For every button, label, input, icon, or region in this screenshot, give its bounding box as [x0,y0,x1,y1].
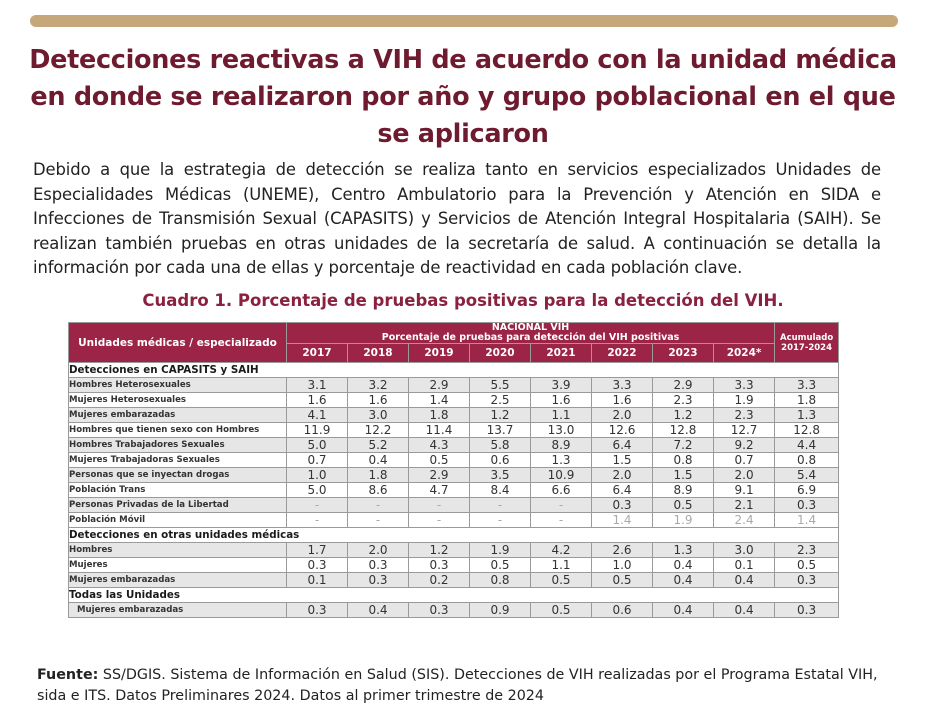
value-cell: - [470,513,531,528]
value-cell: 5.5 [470,378,531,393]
value-cell: 1.6 [531,393,592,408]
value-cell: - [409,513,470,528]
section-title: Detecciones en otras unidades médicas [69,528,839,543]
value-cell: 13.7 [470,423,531,438]
value-cell: 1.8 [409,408,470,423]
section-row [69,363,839,378]
value-cell: 6.4 [592,438,653,453]
section-row [69,528,839,543]
value-cell: - [470,498,531,513]
value-cell: 2.3 [653,393,714,408]
value-cell: 0.3 [348,573,409,588]
value-cell: 12.2 [348,423,409,438]
section-title: Detecciones en CAPASITS y SAIH [69,363,839,378]
value-cell: - [409,498,470,513]
value-cell: 0.3 [775,573,839,588]
value-cell: 0.5 [531,573,592,588]
value-cell: 0.5 [470,558,531,573]
value-cell: 12.6 [592,423,653,438]
value-cell: 0.1 [287,573,348,588]
header-national-subtitle: Porcentaje de pruebas para detección del VIH positivas [381,332,680,343]
table-row [69,603,839,618]
value-cell: 5.0 [287,438,348,453]
header-year: 2019 [409,344,470,363]
source-label: Fuente: [37,667,99,683]
value-cell: 2.9 [409,468,470,483]
value-cell: 2.0 [592,468,653,483]
value-cell: 3.2 [348,378,409,393]
value-cell: 0.1 [714,558,775,573]
value-cell: 6.4 [592,483,653,498]
value-cell: 0.8 [470,573,531,588]
value-cell: 1.0 [287,468,348,483]
header-year: 2020 [470,344,531,363]
section-row [69,588,839,603]
value-cell: 3.0 [714,543,775,558]
value-cell: 1.9 [653,513,714,528]
value-cell: 0.3 [409,603,470,618]
value-cell: 5.4 [775,468,839,483]
value-cell: 2.1 [714,498,775,513]
value-cell: 0.4 [714,573,775,588]
value-cell: 0.5 [409,453,470,468]
value-cell: 12.8 [653,423,714,438]
value-cell: 1.2 [470,408,531,423]
value-cell: 0.6 [470,453,531,468]
value-cell: 1.9 [470,543,531,558]
value-cell: 11.4 [409,423,470,438]
value-cell: 0.2 [409,573,470,588]
value-cell: 0.6 [592,603,653,618]
value-cell: 1.7 [287,543,348,558]
hiv-detection-table [68,322,839,618]
table-row [69,468,839,483]
value-cell: 1.4 [592,513,653,528]
row-label: Población Trans [69,483,287,498]
value-cell: - [531,513,592,528]
value-cell: 2.9 [653,378,714,393]
value-cell: 0.8 [653,453,714,468]
value-cell: 1.8 [775,393,839,408]
header-units-label: Unidades médicas / especializado [69,323,287,363]
value-cell: 0.5 [531,603,592,618]
table-row [69,483,839,498]
value-cell: 0.4 [653,573,714,588]
header-national-title: NACIONAL VIH [491,322,570,333]
value-cell: 1.5 [653,468,714,483]
header-year: 2023 [653,344,714,363]
value-cell: 6.9 [775,483,839,498]
row-label: Hombres que tienen sexo con Hombres [69,423,287,438]
row-label: Mujeres embarazadas [69,573,287,588]
value-cell: 0.3 [592,498,653,513]
value-cell: 1.5 [592,453,653,468]
value-cell: 8.9 [531,438,592,453]
value-cell: 0.7 [287,453,348,468]
value-cell: - [287,498,348,513]
value-cell: 9.1 [714,483,775,498]
value-cell: 0.5 [653,498,714,513]
value-cell: 13.0 [531,423,592,438]
value-cell: 3.5 [470,468,531,483]
value-cell: 1.3 [653,543,714,558]
value-cell: 0.8 [775,453,839,468]
value-cell: 1.6 [348,393,409,408]
value-cell: 12.8 [775,423,839,438]
value-cell: 2.0 [592,408,653,423]
value-cell: - [531,498,592,513]
value-cell: 1.1 [531,558,592,573]
header-accumulated-line2: 2017-2024 [781,342,833,353]
table-body [69,363,839,618]
value-cell: 3.3 [714,378,775,393]
table-row [69,453,839,468]
table-row [69,543,839,558]
value-cell: 3.3 [775,378,839,393]
value-cell: 5.0 [287,483,348,498]
value-cell: 8.6 [348,483,409,498]
value-cell: 2.9 [409,378,470,393]
value-cell: 2.3 [714,408,775,423]
value-cell: 0.5 [592,573,653,588]
header-year: 2021 [531,344,592,363]
value-cell: 5.2 [348,438,409,453]
value-cell: 6.6 [531,483,592,498]
table-row [69,573,839,588]
value-cell: 1.0 [592,558,653,573]
page-title: Detecciones reactivas a VIH de acuerdo con la unidad médica en donde se realizaron por año y grupo poblacional en el que se aplicaron [29,45,897,149]
value-cell: 0.3 [348,558,409,573]
value-cell: 10.9 [531,468,592,483]
row-label: Hombres Trabajadores Sexuales [69,438,287,453]
table-row [69,438,839,453]
table-row [69,513,839,528]
value-cell: 1.2 [653,408,714,423]
value-cell: - [287,513,348,528]
value-cell: 0.4 [348,603,409,618]
header-accumulated [775,323,839,363]
value-cell: 2.6 [592,543,653,558]
row-label: Personas que se inyectan drogas [69,468,287,483]
table-row [69,498,839,513]
row-label: Población Móvil [69,513,287,528]
value-cell: 9.2 [714,438,775,453]
value-cell: - [348,513,409,528]
value-cell: 1.6 [287,393,348,408]
value-cell: 0.3 [775,603,839,618]
value-cell: 4.2 [531,543,592,558]
value-cell: - [348,498,409,513]
value-cell: 8.4 [470,483,531,498]
value-cell: 1.3 [775,408,839,423]
table-row [69,393,839,408]
value-cell: 4.4 [775,438,839,453]
value-cell: 1.8 [348,468,409,483]
source-note [37,665,907,707]
header-year: 2022 [592,344,653,363]
value-cell: 1.3 [531,453,592,468]
value-cell: 1.9 [714,393,775,408]
value-cell: 3.9 [531,378,592,393]
header-year: 2017 [287,344,348,363]
value-cell: 2.0 [348,543,409,558]
header-accumulated-line1: Acumulado [780,332,834,343]
value-cell: 1.2 [409,543,470,558]
value-cell: 4.3 [409,438,470,453]
value-cell: 0.7 [714,453,775,468]
header-year: 2024* [714,344,775,363]
value-cell: 2.4 [714,513,775,528]
header-national [287,323,775,344]
value-cell: 11.9 [287,423,348,438]
value-cell: 0.3 [287,558,348,573]
intro-paragraph: Debido a que la estrategia de detección se realiza tanto en servicios especializados Unidades de Especialidades Médicas (UNEME), Centro Ambulatorio para la Prevención y Atención en SIDA e Infecciones de Transmisión Sexual (CAPASITS) y Servicios de Atención Integral Hospitalaria (SAIH). Se realizan también pruebas en otras unidades de la secretaría de salud. A continuación se detalla la información por cada una de ellas y porcentaje de reactividad en cada población clave. [33,160,881,277]
table-row [69,408,839,423]
row-label: Hombres Heterosexuales [69,378,287,393]
value-cell: 8.9 [653,483,714,498]
row-label: Mujeres Trabajadoras Sexuales [69,453,287,468]
value-cell: 1.1 [531,408,592,423]
value-cell: 3.0 [348,408,409,423]
table-caption: Cuadro 1. Porcentaje de pruebas positivas para la detección del VIH. [142,291,784,310]
table-row [69,378,839,393]
value-cell: 0.3 [287,603,348,618]
value-cell: 0.4 [348,453,409,468]
value-cell: 7.2 [653,438,714,453]
row-label: Mujeres [69,558,287,573]
row-label: Hombres [69,543,287,558]
value-cell: 0.5 [775,558,839,573]
value-cell: 3.1 [287,378,348,393]
value-cell: 0.4 [653,558,714,573]
top-decorative-bar [30,15,898,27]
value-cell: 4.7 [409,483,470,498]
header-year: 2018 [348,344,409,363]
source-text: SS/DGIS. Sistema de Información en Salud (SIS). Detecciones de VIH realizadas por el Programa Estatal VIH, sida e ITS. Datos Preliminares 2024. Datos al primer trimestre de 2024 [37,667,878,704]
value-cell: 2.0 [714,468,775,483]
table-row [69,423,839,438]
row-label: Mujeres embarazadas [69,603,287,618]
value-cell: 4.1 [287,408,348,423]
value-cell: 3.3 [592,378,653,393]
value-cell: 2.3 [775,543,839,558]
value-cell: 1.4 [409,393,470,408]
value-cell: 1.4 [775,513,839,528]
value-cell: 1.6 [592,393,653,408]
section-title: Todas las Unidades [69,588,839,603]
value-cell: 2.5 [470,393,531,408]
value-cell: 0.3 [775,498,839,513]
table-row [69,558,839,573]
value-cell: 0.4 [714,603,775,618]
value-cell: 5.8 [470,438,531,453]
row-label: Mujeres embarazadas [69,408,287,423]
row-label: Mujeres Heterosexuales [69,393,287,408]
value-cell: 0.3 [409,558,470,573]
row-label: Personas Privadas de la Libertad [69,498,287,513]
value-cell: 0.4 [653,603,714,618]
value-cell: 12.7 [714,423,775,438]
value-cell: 0.9 [470,603,531,618]
